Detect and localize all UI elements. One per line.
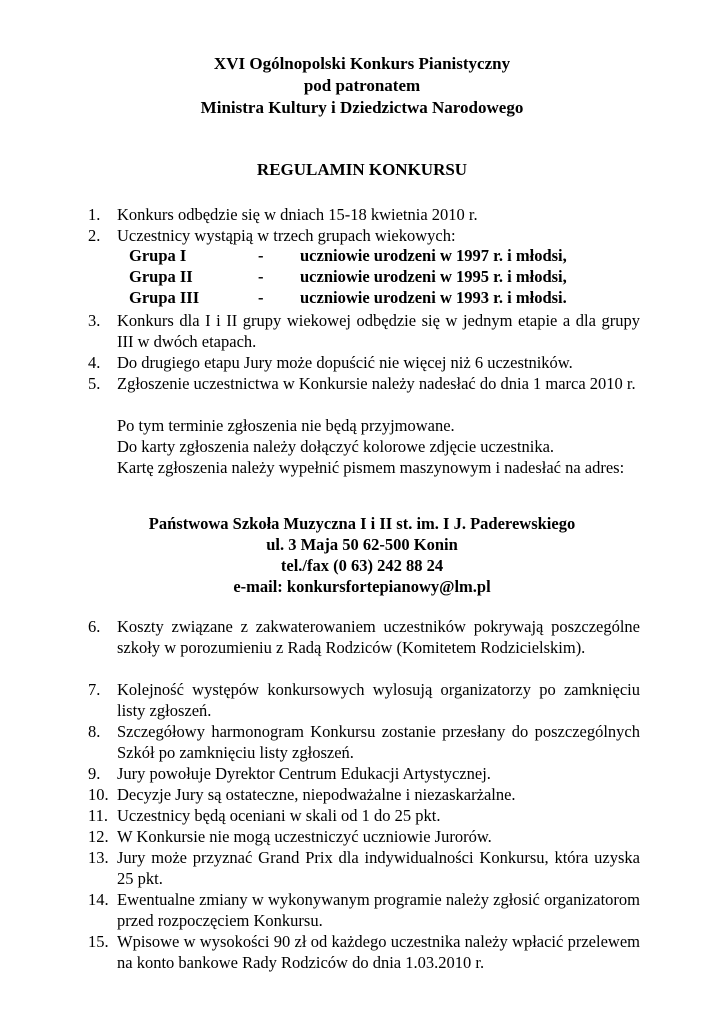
item-text: Decyzje Jury są ostateczne, niepodważalne i niezaskarżalne. xyxy=(117,785,516,804)
list-item xyxy=(88,679,640,721)
group-name: Grupa I xyxy=(129,246,187,265)
item-number: 15. xyxy=(88,932,109,951)
list-item xyxy=(88,784,640,805)
item-number: 11. xyxy=(88,806,109,825)
age-group-row xyxy=(0,267,724,288)
item-text: Jury powołuje Dyrektor Centrum Edukacji Artystycznej. xyxy=(117,764,491,783)
item-number: 3. xyxy=(88,311,101,330)
group-dash: - xyxy=(258,288,264,307)
regulamin-title: REGULAMIN KONKURSU xyxy=(256,160,468,179)
header-line-3: Ministra Kultury i Dziedzictwa Narodowego xyxy=(200,98,524,117)
item-text: Konkurs dla I i II grupy wiekowej odbędzie się w jednym etapie a dla grupy III w dwóch etapach. xyxy=(117,311,640,351)
item-number: 12. xyxy=(88,827,109,846)
item-text-line: Do karty zgłoszenia należy dołączyć kolorowe zdjęcie uczestnika. xyxy=(117,437,555,456)
item-text: W Konkursie nie mogą uczestniczyć uczniowie Jurorów. xyxy=(117,827,492,846)
item-number: 6. xyxy=(88,617,101,636)
age-group-row xyxy=(0,288,724,309)
list-item xyxy=(88,805,640,826)
header-line-2: pod patronatem xyxy=(303,76,421,95)
list-item xyxy=(88,826,640,847)
list-item xyxy=(88,373,640,499)
item-number: 7. xyxy=(88,680,101,699)
group-name: Grupa II xyxy=(129,267,193,286)
group-description: uczniowie urodzeni w 1993 r. i młodsi. xyxy=(300,288,567,307)
item-text-line: Po tym terminie zgłoszenia nie będą przyjmowane. xyxy=(117,416,455,435)
item-number: 9. xyxy=(88,764,101,783)
item-text: Ewentualne zmiany w wykonywanym programie należy zgłosić organizatorom przed rozpoczęciem Konkursu. xyxy=(117,890,640,930)
group-dash: - xyxy=(258,267,264,286)
list-item xyxy=(88,204,640,225)
item-number: 14. xyxy=(88,890,109,909)
header-line-1: XVI Ogólnopolski Konkurs Pianistyczny xyxy=(213,54,511,73)
list-item xyxy=(88,310,640,352)
item-text: Szczegółowy harmonogram Konkursu zostanie przesłany do poszczególnych Szkół po zamknięciu listy zgłoszeń. xyxy=(117,722,640,762)
item-text: Jury może przyznać Grand Prix dla indywidualności Konkursu, która uzyska 25 pkt. xyxy=(117,848,640,888)
item-text: Koszty związane z zakwaterowaniem uczestników pokrywają poszczególne szkoły w porozumieniu z Radą Rodziców (Komitetem Rodzicielskim). xyxy=(117,617,640,657)
item-number: 1. xyxy=(88,205,101,224)
item-number: 10. xyxy=(88,785,109,804)
item-number: 13. xyxy=(88,848,109,867)
group-description: uczniowie urodzeni w 1995 r. i młodsi, xyxy=(300,267,567,286)
item-text: Kolejność występów konkursowych wylosują organizatorzy po zamknięciu listy zgłoszeń. xyxy=(117,680,640,720)
list-item xyxy=(88,721,640,763)
list-item xyxy=(88,352,640,373)
item-number: 2. xyxy=(88,226,101,245)
item-text: Zgłoszenie uczestnictwa w Konkursie należy nadesłać do dnia 1 marca 2010 r. xyxy=(117,374,636,393)
list-item xyxy=(88,225,640,246)
item-number: 5. xyxy=(88,374,101,393)
list-item xyxy=(88,616,640,679)
address-school: Państwowa Szkoła Muzyczna I i II st. im. I J. Paderewskiego xyxy=(148,514,576,533)
list-item xyxy=(88,847,640,889)
list-item xyxy=(88,889,640,931)
group-description: uczniowie urodzeni w 1997 r. i młodsi, xyxy=(300,246,567,265)
group-name: Grupa III xyxy=(129,288,200,307)
item-text: Uczestnicy będą oceniani w skali od 1 do 25 pkt. xyxy=(117,806,441,825)
item-text: Konkurs odbędzie się w dniach 15-18 kwietnia 2010 r. xyxy=(117,205,478,224)
item-text: Wpisowe w wysokości 90 zł od każdego uczestnika należy wpłacić przelewem na konto bankowe Rady Rodziców do dnia 1.03.2010 r. xyxy=(117,932,640,972)
group-dash: - xyxy=(258,246,264,265)
age-group-row xyxy=(0,246,724,267)
item-text-line: Kartę zgłoszenia należy wypełnić pismem maszynowym i nadesłać na adres: xyxy=(117,458,625,477)
item-number: 8. xyxy=(88,722,101,741)
item-number: 4. xyxy=(88,353,101,372)
item-text: Uczestnicy wystąpią w trzech grupach wiekowych: xyxy=(117,226,456,245)
address-phone: tel./fax (0 63) 242 88 24 xyxy=(280,556,444,575)
list-item xyxy=(88,931,640,973)
address-email: e-mail: konkursfortepianowy@lm.pl xyxy=(233,577,491,596)
list-item xyxy=(88,763,640,784)
item-text: Do drugiego etapu Jury może dopuścić nie więcej niż 6 uczestników. xyxy=(117,353,573,372)
address-street: ul. 3 Maja 50 62-500 Konin xyxy=(266,535,458,554)
